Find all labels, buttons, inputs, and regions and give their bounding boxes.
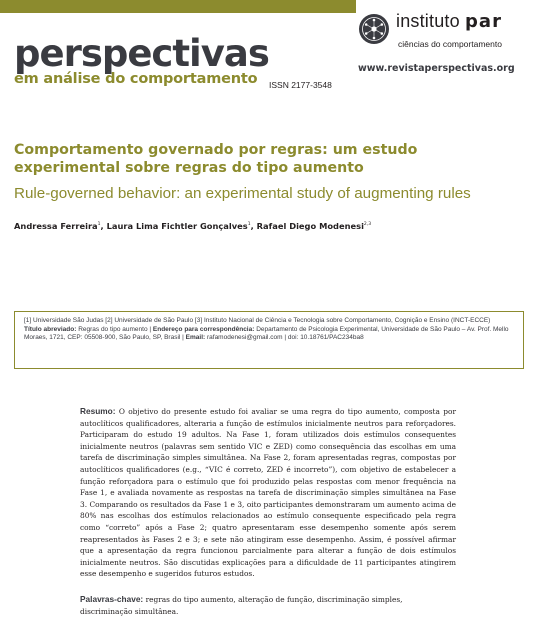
author-affiliation-mark: 2,3 bbox=[363, 222, 372, 228]
author-name: Andressa Ferreira bbox=[14, 221, 98, 231]
doi-link[interactable]: doi: 10.18761/PAC234ba8 bbox=[287, 334, 364, 342]
abstract-text: O objetivo do presente estudo foi avaliar se uma regra do tipo aumento, composta por autoclíticos qualificadores, alteraria a função de estímulos inicialmente neutros para reforçadores. Participaram do estudo 19 adultos. Na Fase 1, foram utilizados dois estímulos consequentes inicialmente neutros (palavras sem sentido VIC e ZED) como consequência das escolhas em uma tarefa de discriminação simples simultânea. Na Fase 2, foram apresentadas regras, compostas por autoclíticos qualificadores (e.g., “VIC é correto, ZED é incorreto”), com objetivo de estabelecer a função reforçadora para o estímulo que foi produzido pelas respostas com menor frequência na Fase 1, e avaliada novamente as respostas na tarefa de discriminação simples simultânea na Fase 3. Comparando os resultados da Fase 1 e 3, oito participantes demonstraram um aumento acima de 80% nas escolhas dos estímulos relacionados ao estímulo consequente especificado pela regra como “correto” após a Fase 2; quatro apresentaram esse desempenho somente após serem reapresentados às Fases 2 e 3; e sete não atingiram esse desempenho. Assim, é possível afirmar que a apresentação da regra funcionou parcialmente para alterar a função de dois estímulos inicialmente neutros. São discutidas explicações para a dificuldade de 11 participantes atingirem esse desempenho e sugeridos futuros estudos. bbox=[80, 407, 456, 579]
institute-name bbox=[396, 11, 502, 32]
keywords-label: Palavras-chave: bbox=[80, 594, 144, 604]
short-title: Regras do tipo aumento bbox=[78, 325, 148, 333]
email-link[interactable]: rafamodenesi@gmail.com bbox=[206, 334, 283, 342]
short-title-label: Título abreviado: bbox=[24, 325, 77, 333]
journal-website-link[interactable]: www.revistaperspectivas.org bbox=[358, 63, 515, 74]
keywords-text: regras do tipo aumento, alteração de função, discriminação simples, discriminação simultânea. bbox=[80, 595, 403, 616]
header-accent-bar bbox=[0, 0, 356, 13]
keywords bbox=[80, 594, 456, 617]
author-list bbox=[14, 221, 371, 231]
abstract-label: Resumo: bbox=[80, 406, 116, 416]
article-title-portuguese: Comportamento governado por regras: um estudo experimental sobre regras do tipo aumento bbox=[14, 142, 418, 176]
email-label: Email: bbox=[185, 334, 206, 342]
journal-subtitle: em análise do comportamento bbox=[14, 71, 258, 87]
institute-logo-icon bbox=[358, 13, 390, 45]
author-separator: , bbox=[100, 221, 107, 231]
author-affiliation-mark: 1 bbox=[97, 222, 101, 228]
author-separator: , bbox=[250, 221, 257, 231]
author-affiliation-mark: 1 bbox=[247, 222, 251, 228]
institute-name-light: instituto bbox=[396, 11, 460, 31]
institute-tagline: ciências do comportamento bbox=[398, 39, 502, 49]
article-title-english: Rule-governed behavior: an experimental study of augmenting rules bbox=[14, 185, 471, 202]
issn: ISSN 2177-3548 bbox=[269, 80, 332, 90]
abstract bbox=[80, 406, 456, 580]
journal-logo: perspectivas bbox=[14, 32, 269, 75]
affiliation-text: [1] Universidade São Judas [2] Universidade de São Paulo [3] Instituto Nacional de Ciência e Tecnologia sobre Comportamento, Cognição e Ensino (INCT-ECCE) Título abreviado: Regras do tipo aumento | Endereço para correspondência: Departamento de Psicologia Experimental, Universidade de São Paulo – Av. Prof. Mello Moraes, 1721, CEP: 05508-900, São Paulo, SP, Brasil | Email: rafamodenesi@gmail.com | doi: 10.18761/PAC234ba8 bbox=[24, 317, 509, 342]
affiliation-list: [1] Universidade São Judas [2] Universidade de São Paulo [3] Instituto Nacional de Ciência e Tecnologia sobre Comportamento, Cognição e Ensino (INCT-ECCE) bbox=[24, 317, 491, 324]
correspondence-address: Departamento de Psicologia Experimental, Universidade de São Paulo – Av. Prof. Mello Moraes, 1721, CEP: 05508-900, São Paulo, SP, Brasil bbox=[24, 325, 509, 342]
correspondence-label: Endereço para correspondência: bbox=[152, 325, 255, 333]
author-name: Rafael Diego Modenesi bbox=[256, 221, 364, 231]
institute-name-bold: par bbox=[465, 11, 502, 32]
author-name: Laura Lima Fichtler Gonçalves bbox=[106, 221, 248, 231]
